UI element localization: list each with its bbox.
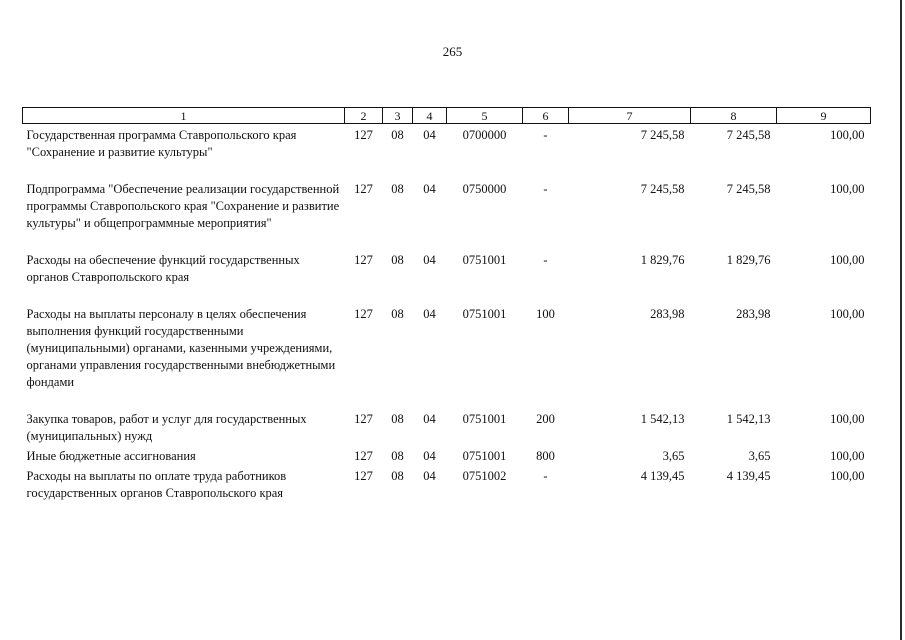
cell-ministry: 127 (354, 449, 373, 463)
cell-subsection: 04 (423, 128, 436, 142)
cell-planned: 1 829,76 (640, 253, 685, 267)
row-name: Расходы на выплаты по оплате труда работников государственных органов Ставропольского края (26, 469, 287, 500)
cell-target-article: 0751001 (462, 412, 507, 426)
cell-expense-type: - (543, 253, 548, 267)
column-header: 5 (447, 108, 523, 124)
table-row (23, 303, 871, 408)
cell-percent: 100,00 (830, 253, 865, 267)
cell-section: 08 (391, 182, 404, 196)
header-row (23, 108, 871, 124)
cell-subsection: 04 (423, 412, 436, 426)
cell-planned: 7 245,58 (640, 128, 685, 142)
cell-subsection: 04 (423, 449, 436, 463)
cell-executed: 283,98 (736, 307, 771, 321)
table-row (23, 124, 871, 179)
cell-percent: 100,00 (830, 182, 865, 196)
cell-target-article: 0751002 (462, 469, 507, 483)
cell-target-article: 0750000 (462, 182, 507, 196)
cell-section: 08 (391, 253, 404, 267)
cell-ministry: 127 (354, 128, 373, 142)
column-header: 8 (691, 108, 777, 124)
cell-executed: 3,65 (748, 449, 771, 463)
cell-target-article: 0751001 (462, 307, 507, 321)
table-row (23, 178, 871, 249)
cell-percent: 100,00 (830, 307, 865, 321)
column-header: 6 (523, 108, 569, 124)
cell-planned: 7 245,58 (640, 182, 685, 196)
row-name: Расходы на обеспечение функций государственных органов Ставропольского края (26, 253, 300, 284)
cell-executed: 4 139,45 (726, 469, 771, 483)
cell-expense-type: - (543, 128, 548, 142)
cell-subsection: 04 (423, 182, 436, 196)
cell-target-article: 0751001 (462, 449, 507, 463)
scan-edge-line (900, 0, 902, 640)
cell-subsection: 04 (423, 469, 436, 483)
row-name: Иные бюджетные ассигнования (26, 449, 196, 463)
cell-ministry: 127 (354, 253, 373, 267)
cell-section: 08 (391, 469, 404, 483)
cell-expense-type: - (543, 469, 548, 483)
cell-executed: 7 245,58 (726, 128, 771, 142)
cell-planned: 283,98 (650, 307, 685, 321)
row-name: Расходы на выплаты персоналу в целях обеспечения выполнения функций государственными (муниципальными) органами, казенными учреждениями, органами управления государственными внебюджетными фондами (26, 307, 336, 389)
column-header: 3 (383, 108, 413, 124)
cell-planned: 3,65 (662, 449, 685, 463)
column-header: 7 (569, 108, 691, 124)
cell-percent: 100,00 (830, 469, 865, 483)
column-header: 9 (777, 108, 871, 124)
cell-section: 08 (391, 412, 404, 426)
cell-expense-type: 200 (536, 412, 555, 426)
cell-ministry: 127 (354, 307, 373, 321)
table-row (23, 465, 871, 502)
cell-expense-type: - (543, 182, 548, 196)
cell-executed: 7 245,58 (726, 182, 771, 196)
cell-planned: 4 139,45 (640, 469, 685, 483)
cell-percent: 100,00 (830, 449, 865, 463)
row-name: Подпрограмма "Обеспечение реализации государственной программы Ставропольского края "Сохранение и развитие культуры" и общепрограммные мероприятия" (26, 182, 340, 230)
cell-ministry: 127 (354, 469, 373, 483)
column-header: 4 (413, 108, 447, 124)
table-row (23, 249, 871, 303)
budget-table (22, 107, 871, 502)
column-header: 1 (23, 108, 345, 124)
cell-planned: 1 542,13 (640, 412, 685, 426)
table-row (23, 408, 871, 445)
row-name: Государственная программа Ставропольского края "Сохранение и развитие культуры" (26, 128, 297, 159)
cell-section: 08 (391, 449, 404, 463)
table-row (23, 445, 871, 465)
cell-target-article: 0700000 (462, 128, 507, 142)
cell-expense-type: 800 (536, 449, 555, 463)
row-name: Закупка товаров, работ и услуг для государственных (муниципальных) нужд (26, 412, 307, 443)
column-header: 2 (345, 108, 383, 124)
cell-ministry: 127 (354, 182, 373, 196)
cell-section: 08 (391, 307, 404, 321)
page-number: 265 (442, 44, 463, 59)
cell-subsection: 04 (423, 307, 436, 321)
cell-expense-type: 100 (536, 307, 555, 321)
cell-executed: 1 829,76 (726, 253, 771, 267)
cell-target-article: 0751001 (462, 253, 507, 267)
cell-percent: 100,00 (830, 128, 865, 142)
cell-subsection: 04 (423, 253, 436, 267)
cell-percent: 100,00 (830, 412, 865, 426)
cell-ministry: 127 (354, 412, 373, 426)
cell-section: 08 (391, 128, 404, 142)
cell-executed: 1 542,13 (726, 412, 771, 426)
